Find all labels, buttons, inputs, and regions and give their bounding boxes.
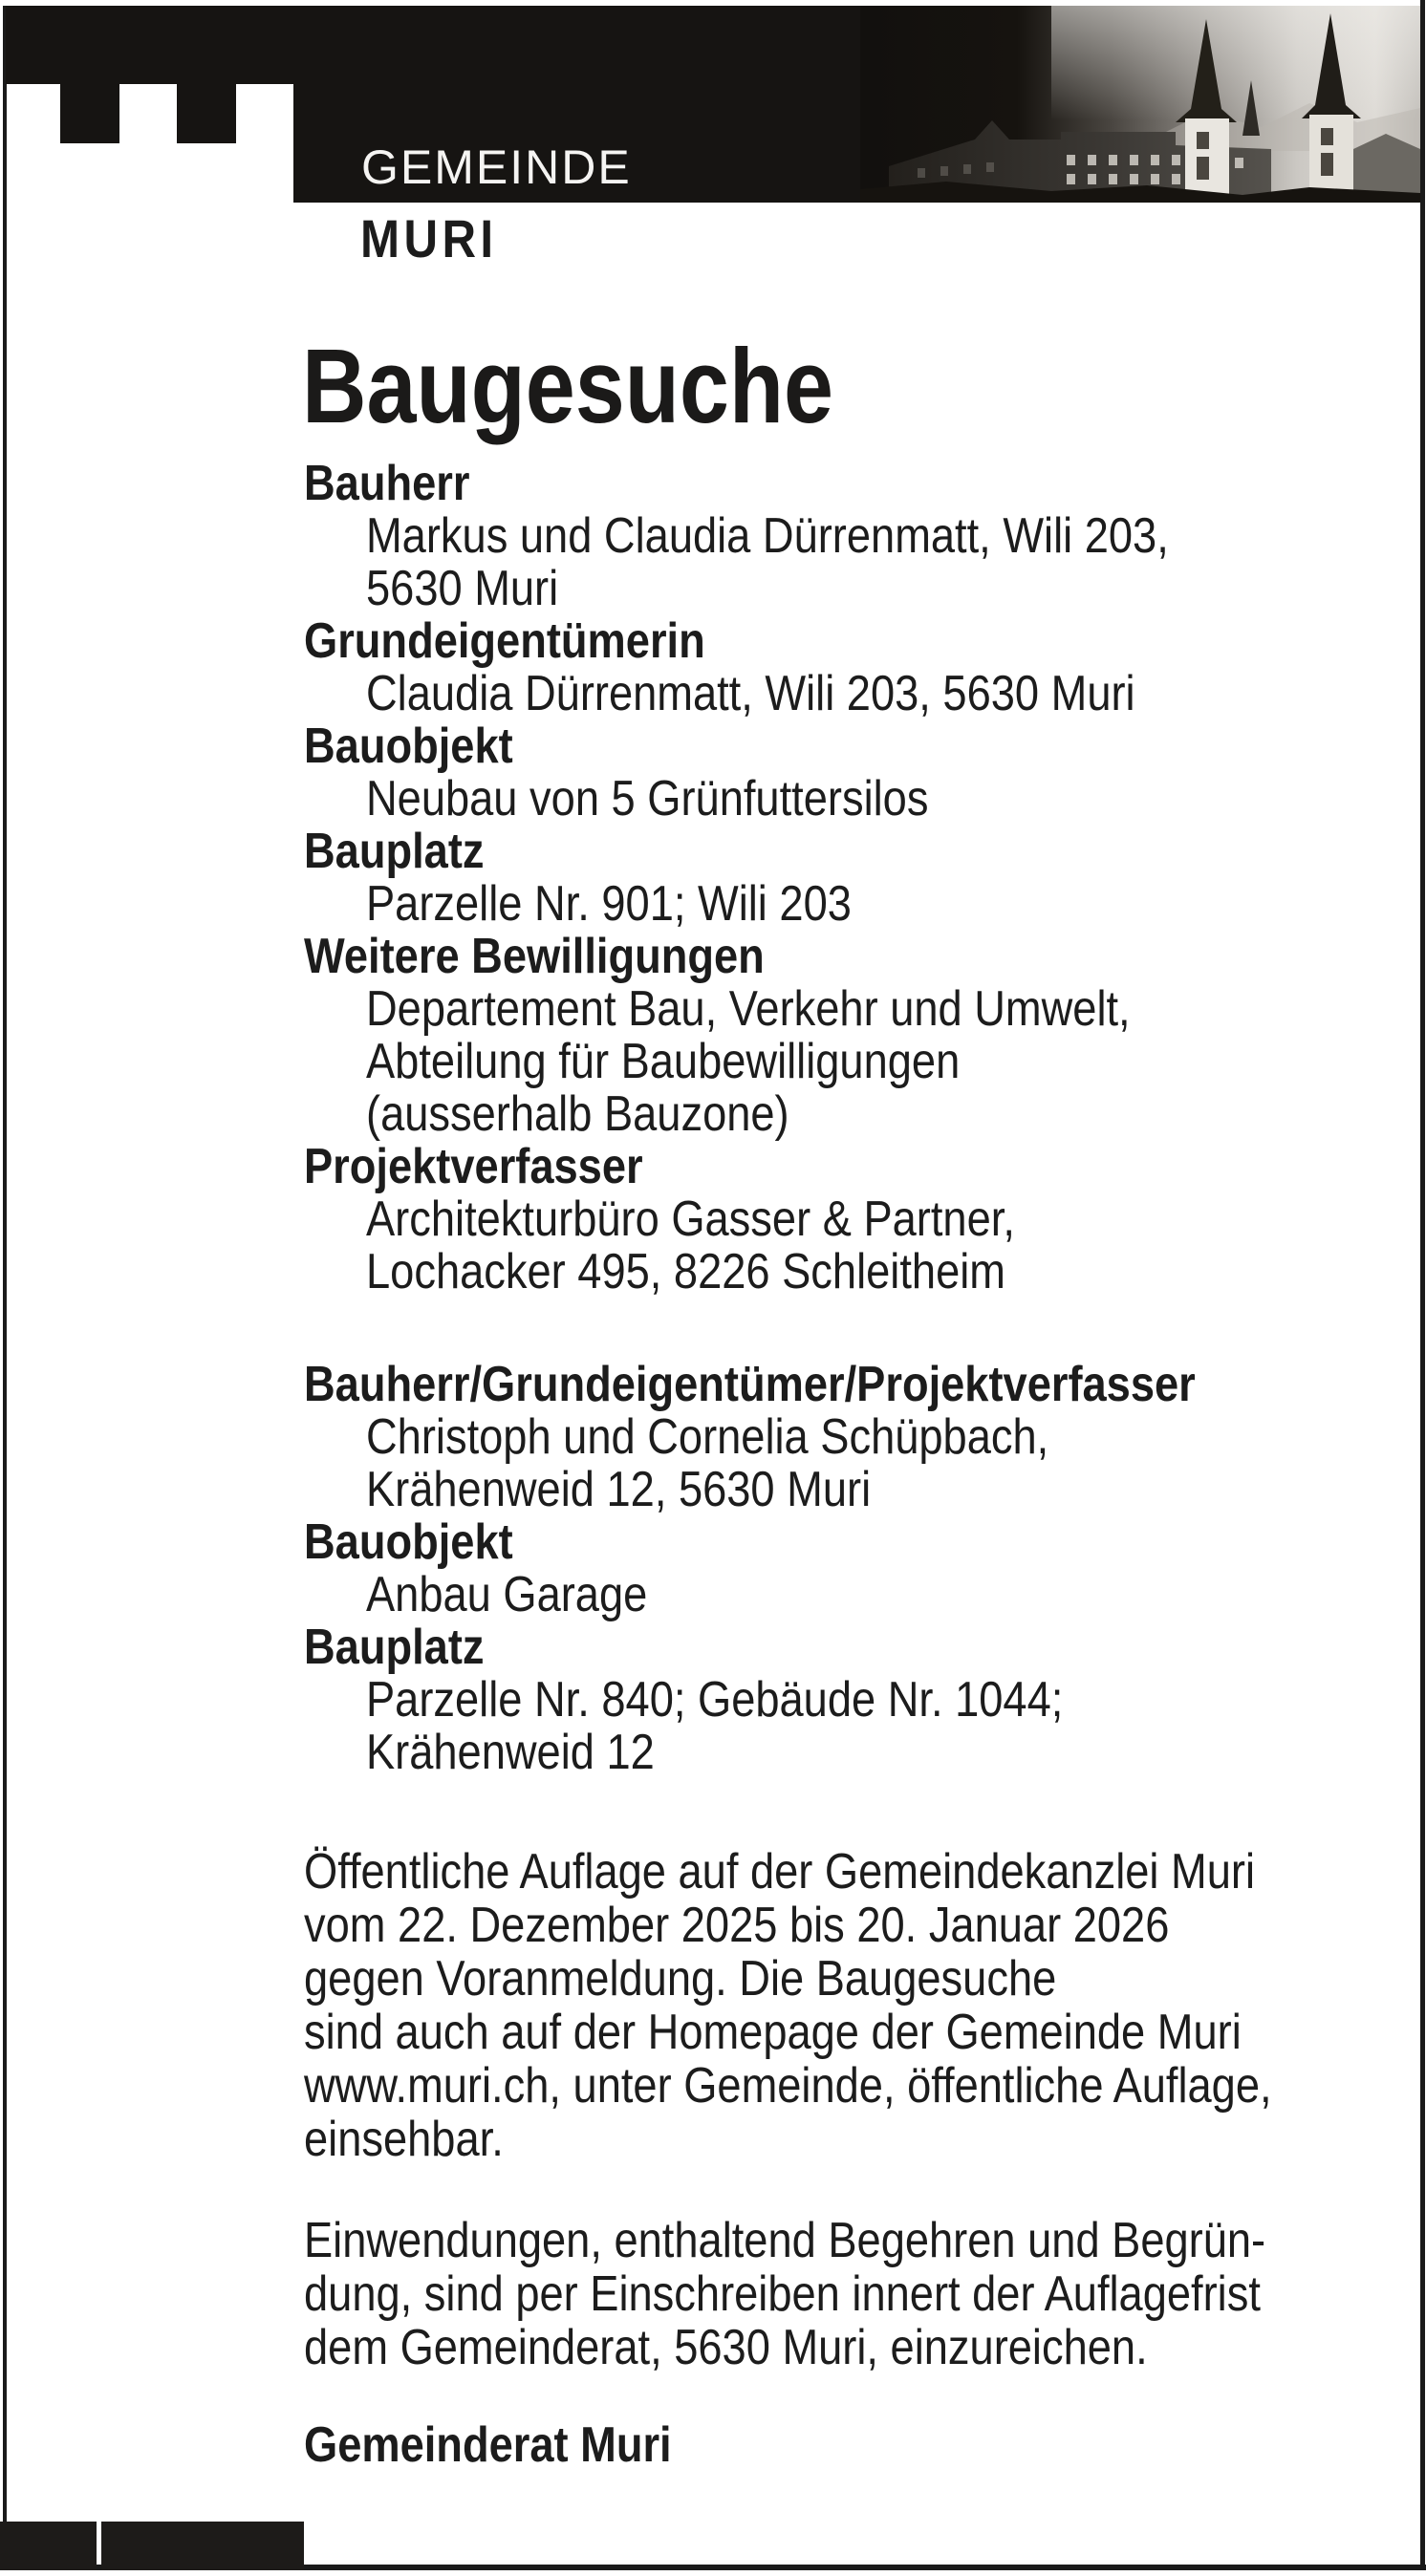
paragraph-line: vom 22. Dezember 2025 bis 20. Januar 2026 — [304, 1898, 1170, 1953]
field-value: Parzelle Nr. 901; Wili 203 — [366, 876, 852, 932]
paragraph-line: dem Gemeinderat, 5630 Muri, einzureichen. — [304, 2320, 1148, 2375]
field-value: Neubau von 5 Grünfuttersilos — [366, 771, 929, 826]
public-display-paragraph — [304, 1845, 1416, 2166]
field-value: Krähenweid 12, 5630 Muri — [366, 1462, 872, 1517]
footer-print-mark — [0, 2522, 97, 2570]
logo-battlement-tooth — [60, 82, 119, 143]
paragraph-line: sind auch auf der Homepage der Gemeinde Muri — [304, 2005, 1242, 2060]
signature-block — [304, 2419, 726, 2472]
field-value: Markus und Claudia Dürrenmatt, Wili 203, — [366, 508, 1169, 564]
paragraph-line: gegen Voranmeldung. Die Baugesuche — [304, 1951, 1057, 2007]
field-label: Bauplatz — [304, 1620, 485, 1675]
field-value: Claudia Dürrenmatt, Wili 203, 5630 Muri — [366, 666, 1135, 721]
field-value: Krähenweid 12 — [366, 1725, 655, 1780]
left-border-rule — [3, 6, 7, 2570]
field-value: Lochacker 495, 8226 Schleitheim — [366, 1244, 1005, 1299]
field-label: Bauobjekt — [304, 1514, 513, 1570]
field-value: Architekturbüro Gasser & Partner, — [366, 1191, 1015, 1247]
application-entry-2 — [304, 1359, 1329, 1779]
field-label: Bauplatz — [304, 824, 485, 879]
field-value: Abteilung für Baubewilligungen — [366, 1034, 961, 1089]
logo-text-muri: MURI — [360, 208, 498, 268]
footer-print-mark — [101, 2522, 304, 2570]
banner-block — [293, 6, 1420, 203]
field-value: 5630 Muri — [366, 561, 559, 616]
field-value: Christoph und Cornelia Schüpbach, — [366, 1409, 1049, 1465]
right-border-rule — [1420, 0, 1425, 2570]
town-photo — [860, 6, 1420, 203]
field-label: Projektverfasser — [304, 1139, 643, 1194]
paragraph-line: Einwendungen, enthaltend Begehren und Begrün- — [304, 2213, 1266, 2268]
paragraph-line: dung, sind per Einschreiben innert der Auflagefrist — [304, 2266, 1261, 2322]
field-value: Parzelle Nr. 840; Gebäude Nr. 1044; — [366, 1672, 1064, 1728]
application-entry-1 — [304, 458, 1288, 1299]
paragraph-line: Öffentliche Auflage auf der Gemeindekanzlei Muri — [304, 1844, 1256, 1900]
field-label: Bauherr/Grundeigentümer/Projektverfasser — [304, 1357, 1196, 1412]
objections-paragraph — [304, 2214, 1409, 2374]
field-label: Weitere Bewilligungen — [304, 929, 765, 984]
paragraph-line: www.muri.ch, unter Gemeinde, öffentliche Auflage, — [304, 2058, 1272, 2114]
field-value: Departement Bau, Verkehr und Umwelt, — [366, 981, 1131, 1037]
signature-text: Gemeinderat Muri — [304, 2417, 672, 2473]
field-label: Grundeigentümerin — [304, 613, 705, 669]
logo-text-gemeinde: GEMEINDE — [361, 140, 632, 194]
logo-battlement-tooth — [177, 82, 236, 143]
field-value: (ausserhalb Bauzone) — [366, 1086, 789, 1142]
field-label: Bauobjekt — [304, 719, 513, 774]
page-title: Baugesuche — [302, 328, 833, 445]
field-value: Anbau Garage — [366, 1567, 648, 1622]
paragraph-line: einsehbar. — [304, 2112, 504, 2167]
field-label: Bauherr — [304, 456, 470, 511]
